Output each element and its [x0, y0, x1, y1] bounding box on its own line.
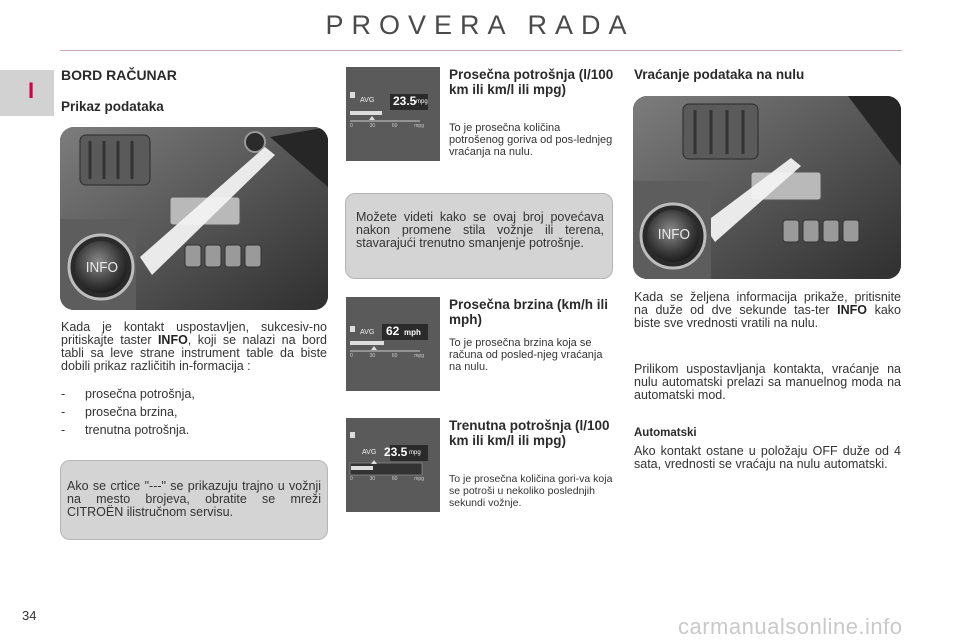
screen-avg-consumption [346, 67, 440, 161]
display-instant-consumption [346, 418, 440, 512]
right-reset-paragraph: Kada se željena informacija prikaže, pritisnite na duže od dve sekunde tas-ter INFO kako biste sve vrednosti vratili na nulu. [634, 290, 901, 330]
display-avg-consumption [346, 67, 440, 161]
chapter-tab [0, 70, 54, 116]
info-keyword: INFO [837, 303, 868, 317]
info-button-label-left: INFO [85, 259, 119, 276]
display-label: AVG [360, 329, 375, 336]
text-avg-consumption: To je prosečna količina potrošenog goriva od pos-lednjeg vraćanja na nulu. [449, 122, 613, 158]
dashboard-photo-left [60, 127, 328, 310]
chapter-tab-label: I [28, 78, 35, 103]
display-label: AVG [360, 97, 375, 104]
heading-avg-consumption: Prosečna potrošnja (l/100 km ili km/l ili mpg) [449, 67, 614, 97]
scale-tick: 30 [369, 476, 376, 482]
scale-tick: 30 [369, 353, 376, 359]
page-number: 34 [22, 608, 37, 623]
page-title: PROVERA RADA [325, 10, 635, 40]
title-divider [60, 50, 902, 51]
info-button-label-right: INFO [657, 226, 691, 243]
scale-tick: 0 [350, 123, 353, 129]
display-value: 23.5 [384, 445, 408, 459]
right-auto-paragraph: Ako kontakt ostane u položaju OFF duže od 4 sata, vrednosti se vraćaju na nulu automatski. [634, 444, 901, 471]
subtitle-prikaz-podataka: Prikaz podataka [61, 99, 164, 114]
info-keyword: INFO [157, 333, 188, 347]
heading-reset: Vraćanje podataka na nulu [634, 67, 805, 82]
scale-tick: mpg [414, 476, 424, 482]
right-contact-paragraph: Prilikom uspostavljanja kontakta, vraćanje na nulu automatski prelazi sa manuelnog moda na automatski mod. [634, 362, 901, 402]
scale-tick: 60 [391, 123, 398, 129]
section-title-bord-racunar: BORD RAČUNAR [61, 67, 177, 83]
watermark: carmanualsonline.info [678, 614, 903, 639]
list-item: - prosečna brzina, [61, 403, 327, 421]
display-avg-speed [346, 297, 440, 391]
scale-tick: 30 [369, 123, 376, 129]
display-unit: mph [404, 328, 421, 337]
display-unit: mpg [409, 450, 421, 456]
text-avg-speed: To je prosečna brzina koja se računa od posled-njeg vraćanja na nulu. [449, 337, 603, 373]
text-instant-consumption: To je prosečna količina gori-va koja se potroši u nekoliko poslednjih sekundi vožnje. [449, 473, 613, 509]
note-box-driving-style: Možete videti kako se ovaj broj povećava nakon promene stila vožnje ili terena, stavarajući trenutno smanjenje potrošnje. [345, 193, 613, 279]
scale-tick: 0 [350, 353, 353, 359]
dashboard-photo-right [633, 96, 901, 279]
scale-tick: 60 [391, 353, 398, 359]
scale-tick: 0 [350, 476, 353, 482]
scale-tick: mpg [414, 123, 424, 129]
display-unit: mpg [416, 99, 428, 105]
scale-tick: mpg [414, 353, 424, 359]
note-box-dashes: Ako se crtice "---" se prikazuju trajno u vožnji na mesto brojeva, obratite se mreži CITROËN ilistručnom servisu. [60, 460, 328, 540]
list-item: - trenutna potrošnja. [61, 421, 327, 439]
heading-avg-speed: Prosečna brzina (km/h ili mph) [449, 297, 609, 327]
screen-instant-consumption [346, 418, 440, 512]
display-label: AVG [362, 449, 377, 456]
display-value: 62 [386, 324, 400, 338]
left-intro-paragraph: Kada je kontakt uspostavljen, sukcesiv-no pritiskajte taster INFO, koji se nalazi na bord tabli sa leve strane instrument table da biste dobili prikaz različitih in-formacija : [61, 320, 327, 373]
dashboard-illustration [60, 127, 328, 310]
subheading-automatski: Automatski [634, 427, 697, 439]
heading-instant-consumption: Trenutna potrošnja (l/100 km ili km/l ili mpg) [449, 418, 610, 448]
info-list [61, 385, 327, 439]
scale-tick: 60 [391, 476, 398, 482]
screen-avg-speed [346, 297, 440, 391]
dashboard-illustration [633, 96, 901, 279]
list-item: - prosečna potrošnja, [61, 385, 327, 403]
display-value: 23.5 [393, 94, 417, 108]
